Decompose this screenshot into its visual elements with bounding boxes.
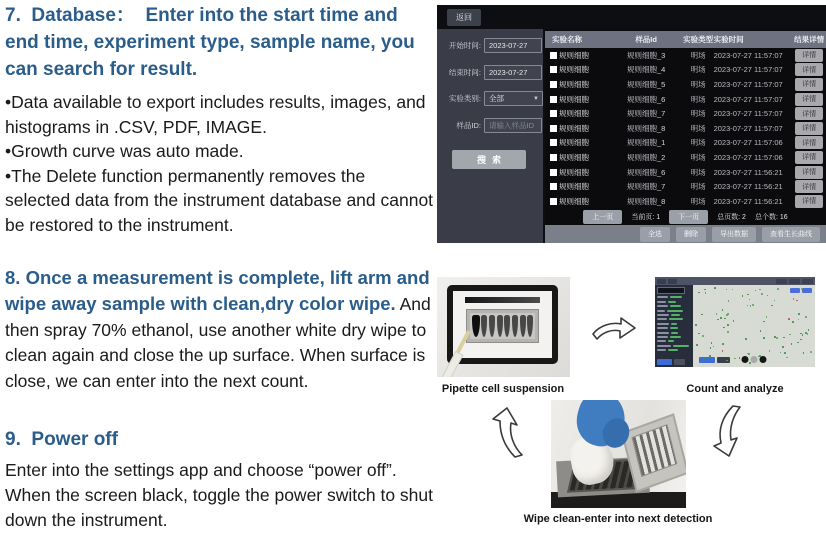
sample-id: 规则细胞_6: [626, 167, 666, 177]
sample-id: 规则细胞_8: [626, 123, 666, 133]
table-header-row: [545, 31, 826, 48]
table-row: [545, 179, 826, 194]
column-header: 实验类型: [683, 35, 714, 44]
experiment-time: 2023-07-27 11:56:21: [713, 182, 783, 192]
toolbar-chip: [668, 279, 677, 284]
experiment-type: 明场: [690, 196, 706, 206]
sample-well-panel: [466, 309, 539, 343]
select-all-button[interactable]: 全选: [640, 227, 670, 242]
experiment-name: 规则细胞: [559, 167, 589, 177]
channel-indicator-dots: [742, 356, 767, 363]
dark-mini-button: [717, 357, 730, 363]
section7-heading: 7. Database： Enter into the start time and end time, experiment type, sample name, you can search for result.: [5, 5, 420, 80]
count-app-topbar: [655, 277, 815, 285]
experiment-type: 明场: [690, 50, 706, 60]
detail-button[interactable]: 详情: [795, 180, 823, 193]
blue-mini-button: [699, 357, 715, 363]
table-row: [545, 92, 826, 107]
experiment-type: 明场: [690, 65, 706, 75]
experiment-name: 规则细胞: [559, 79, 589, 89]
prev-page-button[interactable]: 上一页: [583, 210, 622, 224]
count-analyze-screenshot: [655, 277, 815, 367]
experiment-type: 明场: [690, 94, 706, 104]
bullet-item: • The Delete function permanently removes the selected data from the instrument database and cannot be restored to the instrument.: [5, 164, 435, 238]
export-data-button[interactable]: 导出数据: [712, 227, 756, 242]
database-screen: [437, 5, 826, 243]
blue-mini-button: [790, 288, 800, 293]
section7-bullets: [5, 90, 435, 238]
sample-id: 规则细胞_8: [626, 196, 666, 206]
row-checkbox[interactable]: [550, 154, 557, 161]
next-page-button[interactable]: 下一页: [669, 210, 708, 224]
experiment-time: 2023-07-27 11:56:21: [713, 167, 783, 177]
bullet-item: • Data available to export includes results, images, and histograms in .CSV, PDF, IMAGE.: [5, 90, 435, 139]
start-time-label: 开始时间:: [448, 41, 481, 50]
experiment-type: 明场: [690, 79, 706, 89]
sample-well: [497, 315, 503, 337]
sidebar-buttons: [657, 359, 685, 365]
sidebar-gray-button: [674, 359, 685, 365]
current-page-label: 当前页: 1: [631, 214, 661, 221]
experiment-name: 规则细胞: [559, 50, 589, 60]
experiment-time: 2023-07-27 11:57:07: [713, 50, 783, 60]
sample-id: 规则细胞_4: [626, 65, 666, 75]
sidebar-select: [657, 287, 685, 294]
sample-well: [472, 315, 480, 337]
detail-button[interactable]: 详情: [795, 122, 823, 135]
table-row: [545, 77, 826, 92]
row-checkbox[interactable]: [550, 52, 557, 59]
arrow-up-left-icon: [488, 404, 526, 458]
detail-button[interactable]: 详情: [795, 195, 823, 208]
total-items-label: 总个数: 16: [754, 214, 788, 221]
arrow-right-icon: [590, 314, 638, 344]
sample-id-label: 样品ID:: [456, 120, 481, 130]
count-results-sidebar: [655, 285, 693, 367]
experiment-type: 明场: [690, 167, 706, 177]
table-row: [545, 48, 826, 63]
column-header: 结果详情: [794, 35, 825, 44]
detail-button[interactable]: 详情: [795, 63, 823, 76]
table-row: [545, 106, 826, 121]
chamber-top-slot: [465, 297, 540, 303]
start-time-input[interactable]: 2023-07-27: [484, 38, 542, 53]
detail-button[interactable]: 详情: [795, 107, 823, 120]
experiment-type: 明场: [690, 138, 706, 148]
delete-button[interactable]: 删除: [676, 227, 706, 242]
growth-curve-button[interactable]: 查看生长曲线: [762, 227, 820, 242]
toolbar-chip: [789, 279, 800, 284]
sample-id: 规则细胞_1: [626, 138, 666, 148]
section8-body: And then spray 70% ethanol, use another white dry wipe to clean again and close the up surface. When surface is close, we can enter into the next count.: [5, 294, 431, 391]
column-header: 实验时间: [713, 35, 744, 44]
experiment-type-select[interactable]: 全部 ▼: [484, 91, 543, 106]
pipette-photo: [437, 277, 570, 377]
sample-well: [504, 315, 510, 337]
experiment-time: 2023-07-27 11:57:07: [713, 123, 783, 133]
counting-chamber-frame: [447, 285, 558, 364]
row-checkbox[interactable]: [550, 96, 557, 103]
sidebar-blue-button: [657, 359, 672, 365]
row-checkbox[interactable]: [550, 183, 557, 190]
pagination-bar: [545, 209, 826, 225]
step2-caption: Count and analyze: [686, 383, 784, 395]
row-checkbox[interactable]: [550, 66, 557, 73]
dark-circle: [742, 356, 749, 363]
sample-well: [489, 315, 495, 337]
step3-caption: Wipe clean-enter into next detection: [523, 513, 713, 525]
table-row: [545, 63, 826, 78]
end-time-label: 结束时间:: [448, 67, 481, 77]
wipe-clean-photo: [551, 400, 686, 508]
row-checkbox[interactable]: [550, 81, 557, 88]
dark-circle: [760, 356, 767, 363]
search-filter-panel: [437, 29, 543, 243]
total-pages-label: 总页数: 2: [717, 214, 746, 221]
bullet-item: • Growth curve was auto made.: [5, 139, 435, 164]
experiment-type: 明场: [690, 182, 706, 192]
table-body: [545, 48, 826, 209]
action-bar: [545, 225, 826, 243]
sample-well: [481, 315, 487, 337]
section9-body: Enter into the settings app and choose “power off”. When the screen black, toggle the power switch to shut down the instrument.: [5, 460, 434, 531]
section9-heading: 9. Power off: [5, 429, 118, 451]
table-row: [545, 194, 826, 209]
lid-sample-slots: [631, 424, 677, 477]
sample-id: 规则细胞_5: [626, 79, 666, 89]
arrow-down-icon: [706, 404, 746, 460]
row-checkbox[interactable]: [550, 139, 557, 146]
sample-id: 规则细胞_2: [626, 152, 666, 162]
column-header: 实验名称: [552, 35, 582, 44]
experiment-time: 2023-07-27 11:57:06: [713, 152, 783, 162]
experiment-name: 规则细胞: [559, 123, 589, 133]
sample-id-input[interactable]: 请输入样品ID: [484, 118, 542, 133]
experiment-time: 2023-07-27 11:57:07: [713, 109, 783, 119]
experiment-time: 2023-07-27 11:56:21: [713, 196, 783, 206]
row-checkbox[interactable]: [550, 110, 557, 117]
experiment-name: 规则细胞: [559, 196, 589, 206]
table-row: [545, 121, 826, 136]
toolbar-chip: [657, 279, 666, 284]
sample-well: [527, 315, 533, 337]
row-checkbox[interactable]: [550, 198, 557, 205]
chevron-down-icon: ▼: [533, 95, 539, 102]
toolbar-chip: [776, 279, 787, 284]
detail-button[interactable]: 详情: [795, 93, 823, 106]
experiment-time: 2023-07-27 11:57:07: [713, 94, 783, 104]
sample-id: 规则细胞_3: [626, 50, 666, 60]
sample-id: 规则细胞_7: [626, 109, 666, 119]
experiment-name: 规则细胞: [559, 152, 589, 162]
table-row: [545, 136, 826, 151]
experiment-type-label: 实验类别:: [448, 94, 481, 103]
table-row: [545, 150, 826, 165]
end-time-input[interactable]: 2023-07-27: [484, 65, 542, 80]
section8-paragraph: [5, 265, 435, 395]
column-header: 样品Id: [635, 35, 657, 44]
experiment-name: 规则细胞: [559, 109, 589, 119]
blue-mini-button: [802, 288, 812, 293]
step1-caption: Pipette cell suspension: [441, 383, 565, 395]
experiment-name: 规则细胞: [559, 138, 589, 148]
detail-button[interactable]: 详情: [795, 49, 823, 62]
database-topbar: [437, 5, 826, 29]
experiment-time: 2023-07-27 11:57:07: [713, 65, 783, 75]
detail-button[interactable]: 详情: [795, 166, 823, 179]
experiment-time: 2023-07-27 11:57:06: [713, 138, 783, 148]
section8-heading: 8. Once a measurement is complete, lift arm and wipe away sample with clean,dry color wipe.: [5, 266, 430, 315]
manual-text-column: [5, 2, 435, 551]
experiment-name: 规则细胞: [559, 65, 589, 75]
experiment-type: 明场: [690, 123, 706, 133]
detail-button[interactable]: 详情: [795, 151, 823, 164]
experiment-type: 明场: [690, 152, 706, 162]
back-button[interactable]: 返回: [447, 9, 481, 26]
detail-button[interactable]: 详情: [795, 136, 823, 149]
sample-id: 规则细胞_6: [626, 94, 666, 104]
experiment-time: 2023-07-27 11:57:07: [713, 79, 783, 89]
gray-circle: [751, 356, 758, 363]
row-checkbox[interactable]: [550, 169, 557, 176]
experiment-type: 明场: [690, 109, 706, 119]
sample-well: [520, 315, 526, 337]
table-row: [545, 165, 826, 180]
sample-id: 规则细胞_7: [626, 182, 666, 192]
microscope-image: [693, 285, 815, 367]
sample-well: [512, 315, 518, 337]
detail-button[interactable]: 详情: [795, 78, 823, 91]
experiment-name: 规则细胞: [559, 94, 589, 104]
search-button[interactable]: 搜索: [452, 150, 526, 169]
toolbar-chip: [802, 279, 813, 284]
results-table-area: [545, 29, 826, 243]
experiment-name: 规则细胞: [559, 182, 589, 192]
row-checkbox[interactable]: [550, 125, 557, 132]
